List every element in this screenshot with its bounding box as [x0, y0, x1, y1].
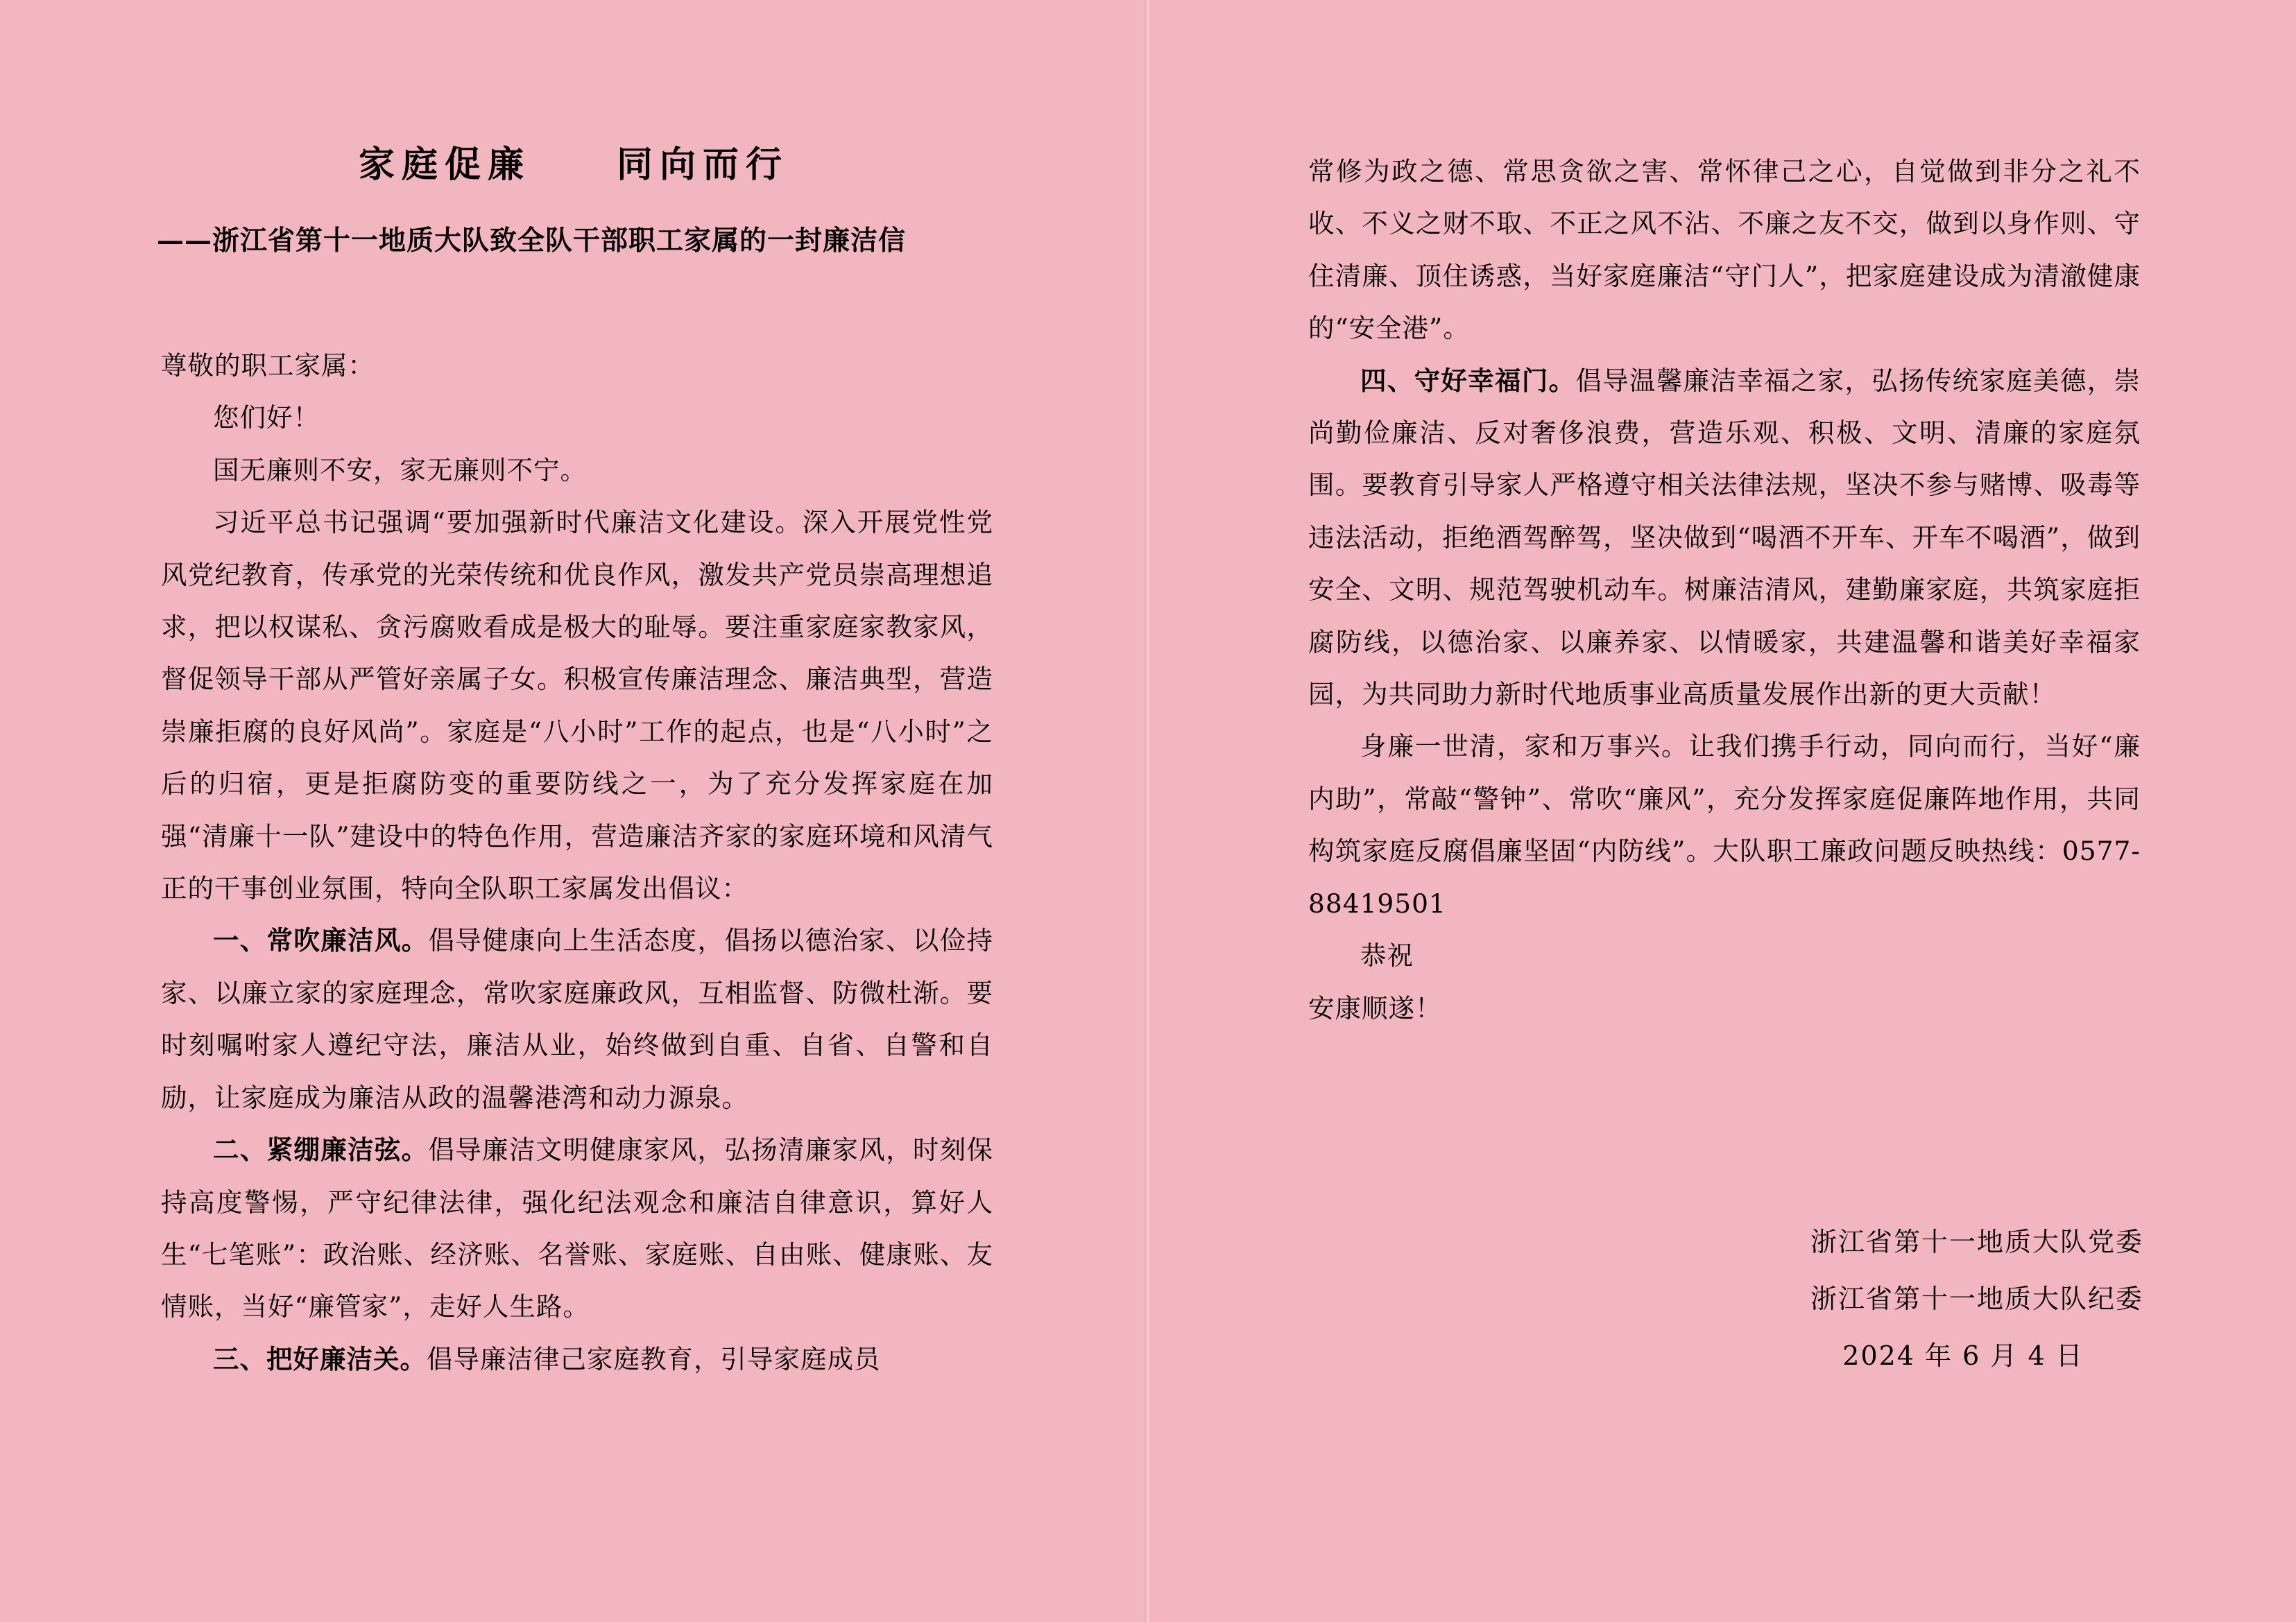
salute-line: 恭祝	[1360, 940, 1414, 972]
section-3-text-start: 倡导廉洁律己家庭教育，引导家庭成员	[427, 1343, 881, 1374]
closing-paragraph: 身廉一世清，家和万事兴。让我们携手行动，同向而行，当好“廉内助”，常敲“警钟”、常吹“廉风”，充分发挥家庭促廉阵地作用，共同构筑家庭反腐倡廉坚固“内防线”。大队职工廉政问题反映热线：0577-88419501	[1308, 731, 2141, 919]
hello-line: 您们好！	[213, 402, 320, 433]
section-1-paragraph	[161, 915, 993, 1124]
left-body-text	[161, 340, 993, 1386]
section-1-text: 倡导健康向上生活态度，倡扬以德治家、以俭持家、以廉立家的家庭理念，常吹家庭廉政风，互相监督、防微杜渐。要时刻嘱咐家人遵纪守法，廉洁从业，始终做到自重、自省、自警和自励，让家庭成为廉洁从政的温馨港湾和动力源泉。	[161, 925, 994, 1113]
signature-block	[1755, 1214, 2143, 1384]
letter-title: 家庭促廉 同向而行	[358, 144, 789, 186]
letter-subtitle: ——浙江省第十一地质大队致全队干部职工家属的一封廉洁信	[157, 225, 907, 257]
intro-paragraph: 习近平总书记强调“要加强新时代廉洁文化建设。深入开展党性党风党纪教育，传承党的光荣传统和优良作风，激发共产党员崇高理想追求，把以权谋私、贪污腐败看成是极大的耻辱。要注重家庭家教家风，督促领导干部从严管好亲属子女。积极宣传廉洁理念、廉洁典型，营造崇廉拒腐的良好风尚”。家庭是“八小时”工作的起点，也是“八小时”之后的归宿，更是拒腐防变的重要防线之一，为了充分发挥家庭在加强“清廉十一队”建设中的特色作用，营造廉洁齐家的家庭环境和风清气正的干事创业氛围，特向全队职工家属发出倡议：	[161, 507, 993, 904]
right-body-text	[1308, 146, 2141, 1035]
signature-party-committee: 浙江省第十一地质大队党委	[1810, 1227, 2143, 1257]
section-2-paragraph	[161, 1124, 993, 1334]
section-1-heading: 一、常吹廉洁风。	[213, 925, 429, 956]
signature-discipline-committee: 浙江省第十一地质大队纪委	[1810, 1284, 2143, 1314]
section-3-paragraph-continued: 常修为政之德、常思贪欲之害、常怀律己之心，自觉做到非分之礼不收、不义之财不取、不正之风不沾、不廉之友不交，做到以身作则、守住清廉、顶住诱惑，当好家庭廉洁“守门人”，把家庭建设成为清澈健康的“安全港”。	[1308, 156, 2141, 344]
signature-date: 2024 年 6 月 4 日	[1842, 1340, 2084, 1371]
greeting: 尊敬的职工家属：	[161, 350, 375, 381]
section-3-paragraph-start	[161, 1334, 993, 1386]
section-2-heading: 二、紧绷廉洁弦。	[213, 1134, 429, 1166]
left-page	[0, 0, 1147, 1622]
section-4-paragraph	[1308, 355, 2141, 721]
section-4-text: 倡导温馨廉洁幸福之家，弘扬传统家庭美德，崇尚勤俭廉洁、反对奢侈浪费，营造乐观、积极、文明、清廉的家庭氛围。要教育引导家人严格遵守相关法律法规，坚决不参与赌博、吸毒等违法活动，拒绝酒驾醉驾，坚决做到“喝酒不开车、开车不喝酒”，做到安全、文明、规范驾驶机动车。树廉洁清风，建勤廉家庭，共筑家庭拒腐防线，以德治家、以廉养家、以情暖家，共建温馨和谐美好幸福家园，为共同助力新时代地质事业高质量发展作出新的更大贡献！	[1308, 365, 2141, 710]
opening-line: 国无廉则不安，家无廉则不宁。	[213, 454, 587, 485]
wish-line: 安康顺遂！	[1308, 992, 1442, 1024]
section-4-heading: 四、守好幸福门。	[1360, 365, 1576, 396]
section-2-text: 倡导廉洁文明健康家风，弘扬清廉家风，时刻保持高度警惕，严守纪律法律，强化纪法观念和廉洁自律意识，算好人生“七笔账”：政治账、经济账、名誉账、家庭账、自由账、健康账、友情账，当好“廉管家”，走好人生路。	[161, 1134, 994, 1322]
section-3-heading: 三、把好廉洁关。	[213, 1343, 427, 1374]
